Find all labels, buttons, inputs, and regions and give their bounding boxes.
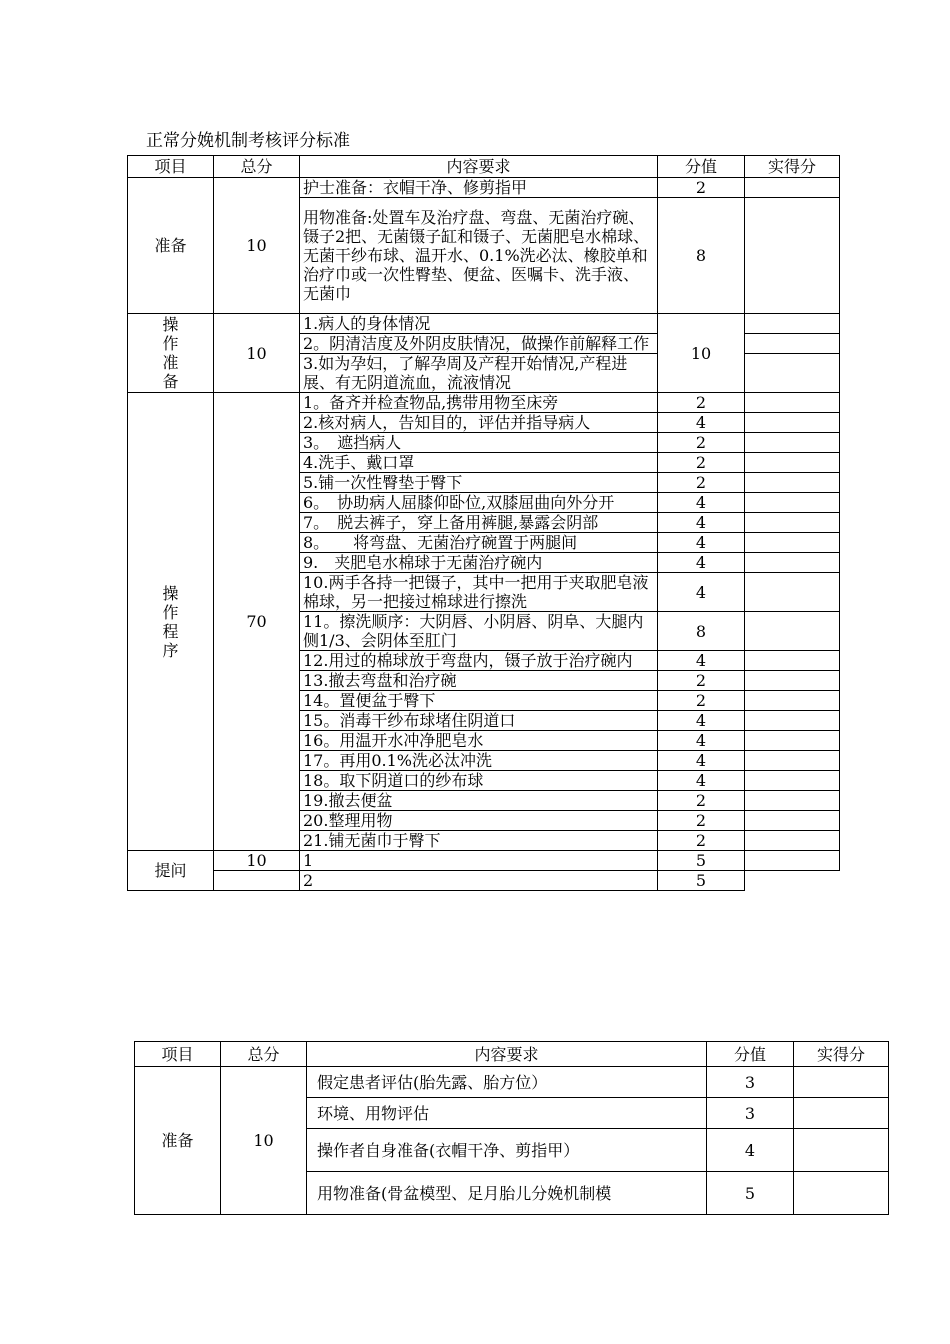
score-cell: 4 — [658, 711, 745, 731]
score-cell: 2 — [658, 791, 745, 811]
blank-cell — [214, 871, 300, 891]
content-cell: 护士准备：衣帽干净、修剪指甲 — [300, 178, 658, 198]
actual-score-cell — [745, 771, 840, 791]
score-cell: 5 — [658, 871, 745, 891]
score-cell: 8 — [658, 198, 745, 314]
content-cell: 3.如为孕妇，了解孕周及产程开始情况,产程进展、有无阴道流血，流液情况 — [300, 354, 658, 393]
score-cell: 4 — [707, 1129, 794, 1172]
content-cell: 19.撤去便盆 — [300, 791, 658, 811]
score-cell: 2 — [658, 811, 745, 831]
content-cell: 假定患者评估(胎先露、胎方位） — [307, 1067, 707, 1098]
score-cell: 5 — [658, 851, 745, 871]
actual-score-cell — [745, 731, 840, 751]
content-cell: 17。再用0.1%洗必汰冲洗 — [300, 751, 658, 771]
content-cell: 操作者自身准备(衣帽干净、剪指甲） — [307, 1129, 707, 1172]
score-cell: 2 — [658, 433, 745, 453]
score-cell: 8 — [658, 612, 745, 651]
score-cell: 10 — [658, 314, 745, 393]
vertical-label: 操作程序 — [162, 583, 179, 660]
content-cell: 2.核对病人，告知目的，评估并指导病人 — [300, 413, 658, 433]
actual-score-cell — [745, 354, 840, 393]
actual-score-cell — [745, 711, 840, 731]
category-total: 70 — [214, 393, 300, 851]
header-item: 项目 — [128, 156, 214, 178]
content-cell: 7。 脱去裤子，穿上备用裤腿,暴露会阴部 — [300, 513, 658, 533]
score-cell: 2 — [658, 831, 745, 851]
content-cell: 8。 将弯盘、无菌治疗碗置于两腿间 — [300, 533, 658, 553]
header-item: 项目 — [135, 1042, 221, 1067]
category-label: 提问 — [128, 851, 214, 891]
category-total: 10 — [214, 851, 300, 871]
content-cell: 1 — [300, 851, 658, 871]
header-content: 内容要求 — [300, 156, 658, 178]
actual-score-cell — [745, 751, 840, 771]
score-cell: 2 — [658, 473, 745, 493]
actual-score-cell — [745, 413, 840, 433]
content-cell: 15。消毒干纱布球堵住阴道口 — [300, 711, 658, 731]
content-cell: 1.病人的身体情况 — [300, 314, 658, 334]
content-cell: 18。取下阴道口的纱布球 — [300, 771, 658, 791]
actual-score-cell — [745, 533, 840, 553]
table-row — [135, 1067, 889, 1098]
actual-score-cell — [745, 393, 840, 413]
actual-score-cell — [745, 791, 840, 811]
actual-score-cell — [745, 691, 840, 711]
score-cell: 4 — [658, 731, 745, 751]
category-total: 10 — [214, 314, 300, 393]
actual-score-cell — [794, 1129, 889, 1172]
score-cell: 3 — [707, 1098, 794, 1129]
actual-score-cell — [745, 553, 840, 573]
actual-score-cell — [745, 671, 840, 691]
actual-score-cell — [745, 453, 840, 473]
page-title: 正常分娩机制考核评分标准 — [146, 131, 350, 151]
content-cell: 6。 协助病人屈膝仰卧位,双膝屈曲向外分开 — [300, 493, 658, 513]
score-cell: 4 — [658, 413, 745, 433]
score-cell: 4 — [658, 651, 745, 671]
table-header-row — [128, 156, 840, 178]
score-cell: 4 — [658, 533, 745, 553]
content-cell: 2。阴清洁度及外阴皮肤情况，做操作前解释工作 — [300, 334, 658, 354]
score-cell: 4 — [658, 513, 745, 533]
actual-score-cell — [745, 651, 840, 671]
content-cell: 11。擦洗顺序：大阴唇、小阴唇、阴阜、大腿内侧1/3、会阴体至肛门 — [300, 612, 658, 651]
content-cell: 1。备齐并检查物品,携带用物至床旁 — [300, 393, 658, 413]
score-cell: 2 — [658, 671, 745, 691]
scoring-table-2 — [134, 1041, 889, 1215]
content-cell: 4.洗手、戴口罩 — [300, 453, 658, 473]
header-score: 分值 — [658, 156, 745, 178]
score-cell: 4 — [658, 751, 745, 771]
score-cell: 2 — [658, 691, 745, 711]
actual-score-cell — [745, 178, 840, 198]
score-cell: 2 — [658, 393, 745, 413]
actual-score-cell — [794, 1172, 889, 1215]
actual-score-cell — [794, 1098, 889, 1129]
score-cell: 2 — [658, 453, 745, 473]
actual-score-cell — [745, 851, 840, 871]
actual-score-cell — [745, 314, 840, 334]
content-cell: 21.铺无菌巾于臀下 — [300, 831, 658, 851]
score-cell: 2 — [658, 178, 745, 198]
score-cell: 4 — [658, 771, 745, 791]
table-row — [128, 314, 840, 334]
table-row — [128, 393, 840, 413]
category-total: 10 — [214, 178, 300, 314]
content-cell: 12.用过的棉球放于弯盘内，镊子放于治疗碗内 — [300, 651, 658, 671]
actual-score-cell — [745, 513, 840, 533]
header-actual: 实得分 — [745, 156, 840, 178]
content-cell: 13.撤去弯盘和治疗碗 — [300, 671, 658, 691]
header-total: 总分 — [214, 156, 300, 178]
actual-score-cell — [745, 573, 840, 612]
header-total: 总分 — [221, 1042, 307, 1067]
content-cell: 5.铺一次性臀垫于臀下 — [300, 473, 658, 493]
score-cell: 3 — [707, 1067, 794, 1098]
actual-score-cell — [745, 871, 840, 891]
score-cell: 5 — [707, 1172, 794, 1215]
content-cell: 10.两手各持一把镊子，其中一把用于夹取肥皂液棉球，另一把接过棉球进行擦洗 — [300, 573, 658, 612]
score-cell: 4 — [658, 573, 745, 612]
content-cell: 16。用温开水冲净肥皂水 — [300, 731, 658, 751]
category-label: 准备 — [135, 1067, 221, 1215]
content-cell: 9. 夹肥皂水棉球于无菌治疗碗内 — [300, 553, 658, 573]
content-cell: 3。 遮挡病人 — [300, 433, 658, 453]
content-cell: 环境、用物评估 — [307, 1098, 707, 1129]
header-content: 内容要求 — [307, 1042, 707, 1067]
score-cell: 4 — [658, 493, 745, 513]
actual-score-cell — [745, 493, 840, 513]
score-cell: 4 — [658, 553, 745, 573]
actual-score-cell — [745, 831, 840, 851]
actual-score-cell — [794, 1067, 889, 1098]
actual-score-cell — [745, 433, 840, 453]
category-label: 准备 — [128, 178, 214, 314]
table-row — [128, 178, 840, 198]
table-header-row — [135, 1042, 889, 1067]
category-total: 10 — [221, 1067, 307, 1215]
table-row — [128, 851, 840, 871]
actual-score-cell — [745, 612, 840, 651]
content-cell: 用物准备:处置车及治疗盘、弯盘、无菌治疗碗、镊子2把、无菌镊子缸和镊子、无菌肥皂水棉球、无菌干纱布球、温开水、0.1%洗必汰、橡胶单和治疗巾或一次性臀垫、便盆、医嘱卡、洗手液、无菌巾 — [300, 198, 658, 314]
actual-score-cell — [745, 334, 840, 354]
content-cell: 2 — [300, 871, 658, 891]
content-cell: 20.整理用物 — [300, 811, 658, 831]
scoring-table-1 — [127, 155, 840, 891]
header-actual: 实得分 — [794, 1042, 889, 1067]
category-label — [128, 393, 214, 851]
content-cell: 用物准备(骨盆模型、足月胎儿分娩机制模 — [307, 1172, 707, 1215]
content-cell: 14。置便盆于臀下 — [300, 691, 658, 711]
table-row — [128, 871, 840, 891]
header-score: 分值 — [707, 1042, 794, 1067]
vertical-label: 操作准备 — [162, 315, 179, 391]
category-label — [128, 314, 214, 393]
actual-score-cell — [745, 473, 840, 493]
actual-score-cell — [745, 811, 840, 831]
actual-score-cell — [745, 198, 840, 314]
